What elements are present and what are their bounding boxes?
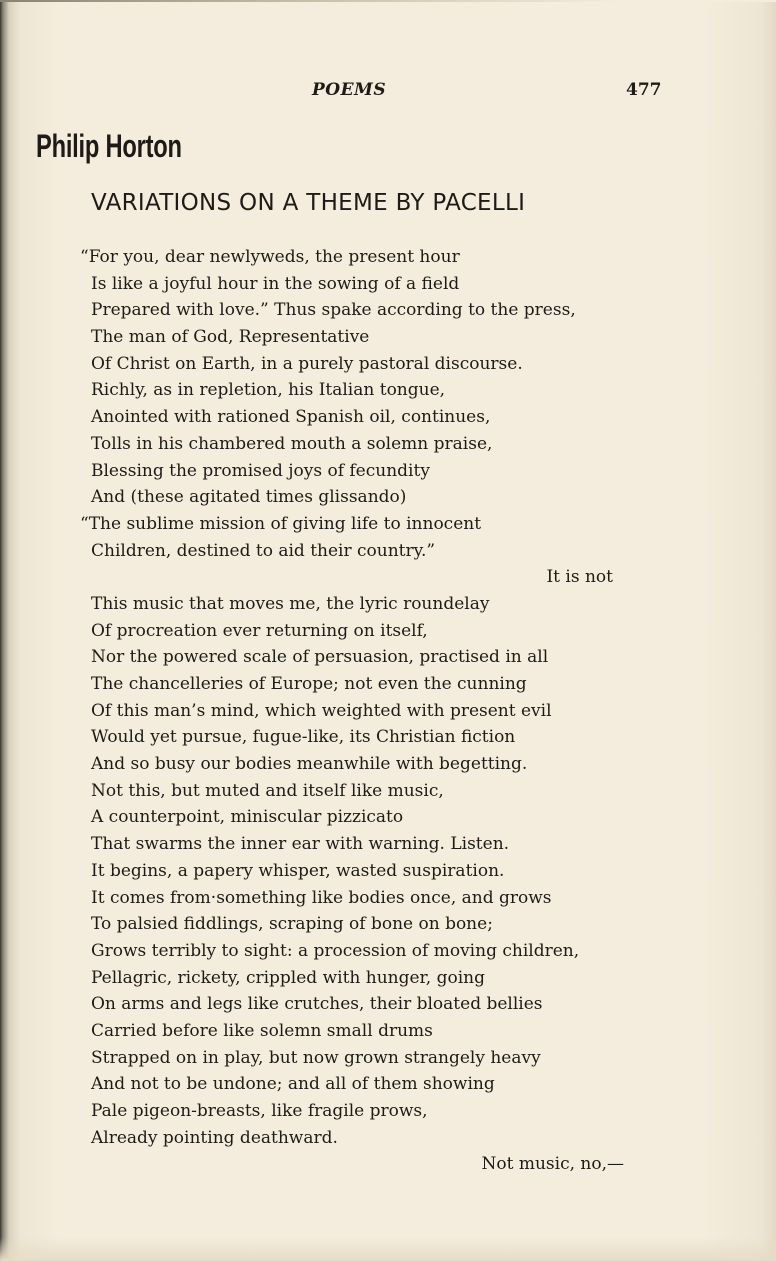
poem-line: Of procreation ever returning on itself, xyxy=(91,620,428,641)
poem-line: It is not xyxy=(546,567,613,588)
poem-line: And not to be undone; and all of them showing xyxy=(91,1074,495,1095)
running-head xyxy=(0,80,776,104)
poem-line: The chancelleries of Europe; not even the cunning xyxy=(91,674,527,694)
poem-line: It begins, a papery whisper, wasted suspiration. xyxy=(91,860,505,881)
poem-line: Would yet pursue, fugue-like, its Christian fiction xyxy=(91,727,516,748)
page-number: 477 xyxy=(626,80,662,100)
poem-title: VARIATIONS ON A THEME BY PACELLI xyxy=(91,190,526,216)
poem-line: Richly, as in repletion, his Italian tongue, xyxy=(91,380,446,401)
poem-line: Pellagric, rickety, crippled with hunger, going xyxy=(91,967,485,988)
poem-line: Is like a joyful hour in the sowing of a field xyxy=(91,273,460,294)
poem-line: Already pointing deathward. xyxy=(91,1127,338,1148)
poem-line: Of Christ on Earth, in a purely pastoral discourse. xyxy=(91,353,523,374)
poem-line: The man of God, Representative xyxy=(91,327,370,348)
poem-line: A counterpoint, miniscular pizzicato xyxy=(91,807,404,828)
poem-line: On arms and legs like crutches, their bloated bellies xyxy=(91,994,543,1015)
poem-line: That swarms the inner ear with warning. Listen. xyxy=(91,834,510,855)
poem-line: Anointed with rationed Spanish oil, continues, xyxy=(91,407,491,428)
poem-line: “For you, dear newlyweds, the present hour xyxy=(80,247,460,267)
poem-line: Prepared with love.” Thus spake according to the press, xyxy=(91,300,576,321)
poem-line: Pale pigeon-breasts, like fragile prows, xyxy=(91,1101,428,1121)
poem-line: Of this man’s mind, which weighted with present evil xyxy=(91,700,552,721)
poem-line: Nor the powered scale of persuasion, practised in all xyxy=(91,647,549,668)
poem-line: “The sublime mission of giving life to innocent xyxy=(80,513,482,534)
poem-line: Carried before like solemn small drums xyxy=(91,1020,433,1041)
page-top-edge xyxy=(0,0,776,2)
section-title: POEMS xyxy=(312,80,387,100)
poem-line: Not music, no,— xyxy=(481,1154,624,1175)
author-name: Philip Horton xyxy=(36,128,182,164)
poem-line: Grows terribly to sight: a procession of moving children, xyxy=(91,940,580,961)
poem-line: This music that moves me, the lyric roundelay xyxy=(91,593,490,614)
poem-line: Not this, but muted and itself like music, xyxy=(91,780,444,801)
poem-line: Tolls in his chambered mouth a solemn praise, xyxy=(91,433,493,454)
poem-line: And so busy our bodies meanwhile with begetting. xyxy=(91,754,528,775)
poem-line: And (these agitated times glissando) xyxy=(91,487,407,508)
poem-body xyxy=(76,244,676,1178)
poem-line: It comes from·something like bodies once, and grows xyxy=(91,887,552,908)
poem-line: Children, destined to aid their country.” xyxy=(91,540,436,561)
poem-line: Blessing the promised joys of fecundity xyxy=(91,460,430,481)
poem-line: To palsied fiddlings, scraping of bone on bone; xyxy=(91,914,493,935)
poem-line: Strapped on in play, but now grown strangely heavy xyxy=(91,1047,541,1068)
